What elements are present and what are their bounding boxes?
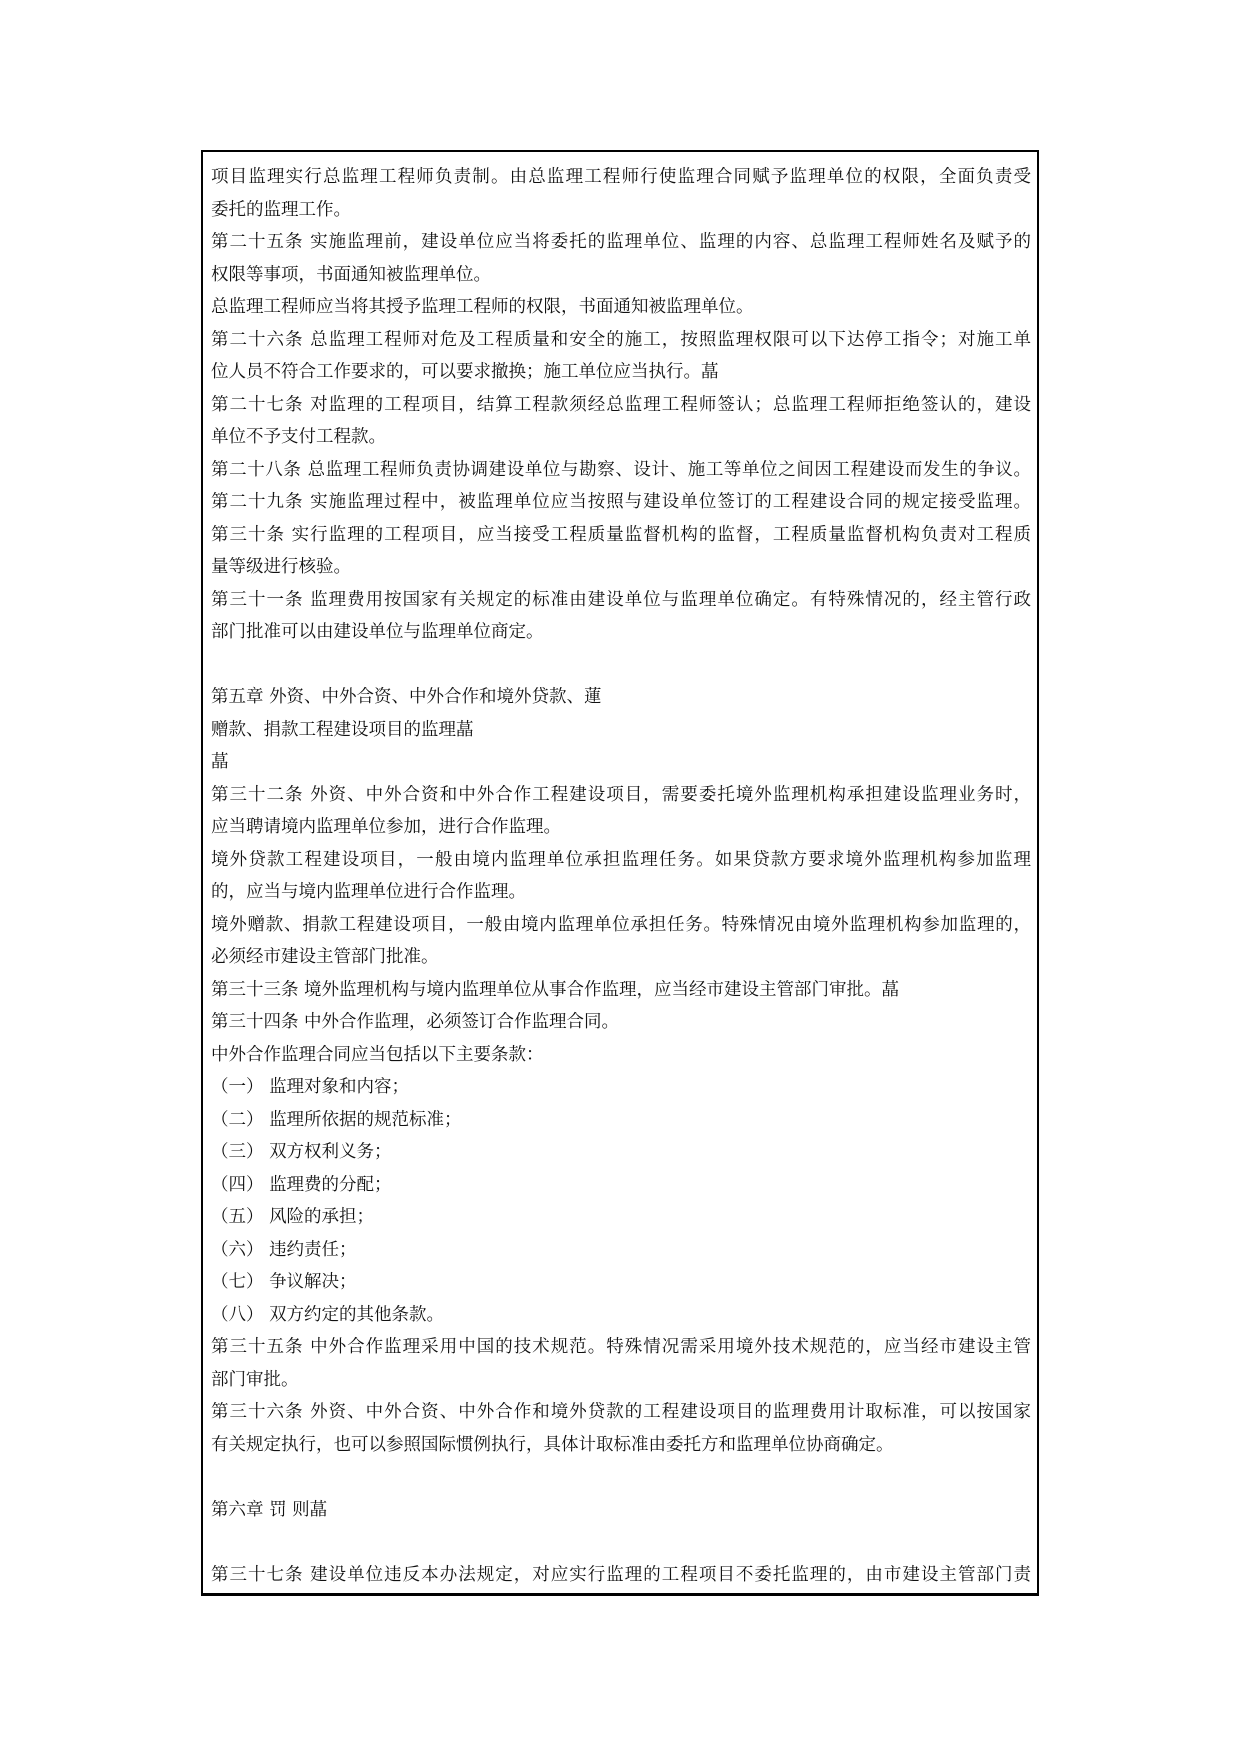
text-line: （三） 双方权利义务； bbox=[211, 1142, 392, 1162]
text-line: 委托的监理工作。 bbox=[211, 199, 351, 220]
text-line: 第三十五条 中外合作监理采用中国的技术规范。特殊情况需采用境外技术规范的，应当经市建设主管 bbox=[211, 1337, 1031, 1357]
text-line: 境外贷款工程建设项目，一般由境内监理单位承担监理任务。如果贷款方要求境外监理机构参加监理 bbox=[211, 849, 1031, 870]
text-line: 第三十一条 监理费用按国家有关规定的标准由建设单位与监理单位确定。有特殊情况的，经主管行政 bbox=[211, 589, 1031, 610]
document-body bbox=[211, 161, 1031, 1591]
text-line: 部门批准可以由建设单位与监理单位商定。 bbox=[211, 622, 544, 642]
text-line: 的，应当与境内监理单位进行合作监理。 bbox=[211, 882, 526, 902]
text-line: 权限等事项，书面通知被监理单位。 bbox=[211, 264, 491, 285]
text-line: 有关规定执行，也可以参照国际惯例执行，具体计取标准由委托方和监理单位协商确定。 bbox=[211, 1434, 894, 1455]
text-line: （五） 风险的承担； bbox=[211, 1207, 375, 1227]
text-line: （一） 监理对象和内容； bbox=[211, 1077, 410, 1097]
text-line: 第六章 罚 则蕌 bbox=[211, 1499, 328, 1520]
text-line: 必须经市建设主管部门批准。 bbox=[211, 947, 439, 967]
text-line: （四） 监理费的分配； bbox=[211, 1174, 392, 1195]
text-line: 第二十八条 总监理工程师负责协调建设单位与勘察、设计、施工等单位之间因工程建设而发生的争议。 bbox=[211, 459, 1031, 480]
text-line: 第二十七条 对监理的工程项目，结算工程款须经总监理工程师签认；总监理工程师拒绝签认的，建设 bbox=[211, 394, 1031, 415]
text-line: 第三十七条 建设单位违反本办法规定，对应实行监理的工程项目不委托监理的，由市建设主管部门责 bbox=[211, 1564, 1031, 1585]
text-line: 量等级进行核验。 bbox=[211, 557, 351, 577]
text-line: （六） 违约责任； bbox=[211, 1239, 357, 1260]
text-line: 第三十三条 境外监理机构与境内监理单位从事合作监理，应当经市建设主管部门审批。蕌 bbox=[211, 979, 900, 1000]
text-line: 第三十六条 外资、中外合资、中外合作和境外贷款的工程建设项目的监理费用计取标准，可以按国家 bbox=[211, 1402, 1031, 1422]
document-frame bbox=[201, 150, 1039, 1596]
text-line: 位人员不符合工作要求的，可以要求撤换；施工单位应当执行。蕌 bbox=[211, 362, 719, 382]
text-line: 蕌 bbox=[211, 752, 229, 772]
text-line: 第二十九条 实施监理过程中，被监理单位应当按照与建设单位签订的工程建设合同的规定接受监理。 bbox=[211, 492, 1031, 512]
text-line: （八） 双方约定的其他条款。 bbox=[211, 1304, 445, 1325]
text-line: 赠款、捐款工程建设项目的监理蕌 bbox=[211, 719, 474, 740]
text-line: 第二十五条 实施监理前，建设单位应当将委托的监理单位、监理的内容、总监理工程师姓名及赋予的 bbox=[211, 232, 1031, 252]
text-line: 第五章 外资、中外合资、中外合作和境外贷款、蓮 bbox=[211, 687, 602, 707]
text-line: 第三十二条 外资、中外合资和中外合作工程建设项目，需要委托境外监理机构承担建设监理业务时， bbox=[211, 784, 1031, 805]
text-line: 第二十六条 总监理工程师对危及工程质量和安全的施工，按照监理权限可以下达停工指令；对施工单 bbox=[211, 329, 1031, 350]
text-line: 总监理工程师应当将其授予监理工程师的权限，书面通知被监理单位。 bbox=[211, 297, 754, 317]
text-line: 中外合作监理合同应当包括以下主要条款： bbox=[211, 1044, 544, 1065]
text-line: 部门审批。 bbox=[211, 1369, 299, 1390]
text-line: 项目监理实行总监理工程师负责制。由总监理工程师行使监理合同赋予监理单位的权限，全面负责受 bbox=[211, 167, 1031, 187]
text-line: （七） 争议解决； bbox=[211, 1272, 357, 1292]
blank-line bbox=[211, 649, 1031, 682]
blank-line bbox=[211, 1461, 1031, 1494]
text-line: 第三十条 实行监理的工程项目，应当接受工程质量监督机构的监督，工程质量监督机构负责对工程质 bbox=[211, 524, 1031, 545]
blank-line bbox=[211, 1526, 1031, 1559]
text-line: 单位不予支付工程款。 bbox=[211, 427, 386, 447]
text-line: （二） 监理所依据的规范标准； bbox=[211, 1109, 462, 1130]
text-line: 境外赠款、捐款工程建设项目，一般由境内监理单位承担任务。特殊情况由境外监理机构参加监理的， bbox=[211, 914, 1031, 935]
text-line: 第三十四条 中外合作监理，必须签订合作监理合同。 bbox=[211, 1012, 620, 1032]
text-line: 应当聘请境内监理单位参加，进行合作监理。 bbox=[211, 817, 561, 837]
